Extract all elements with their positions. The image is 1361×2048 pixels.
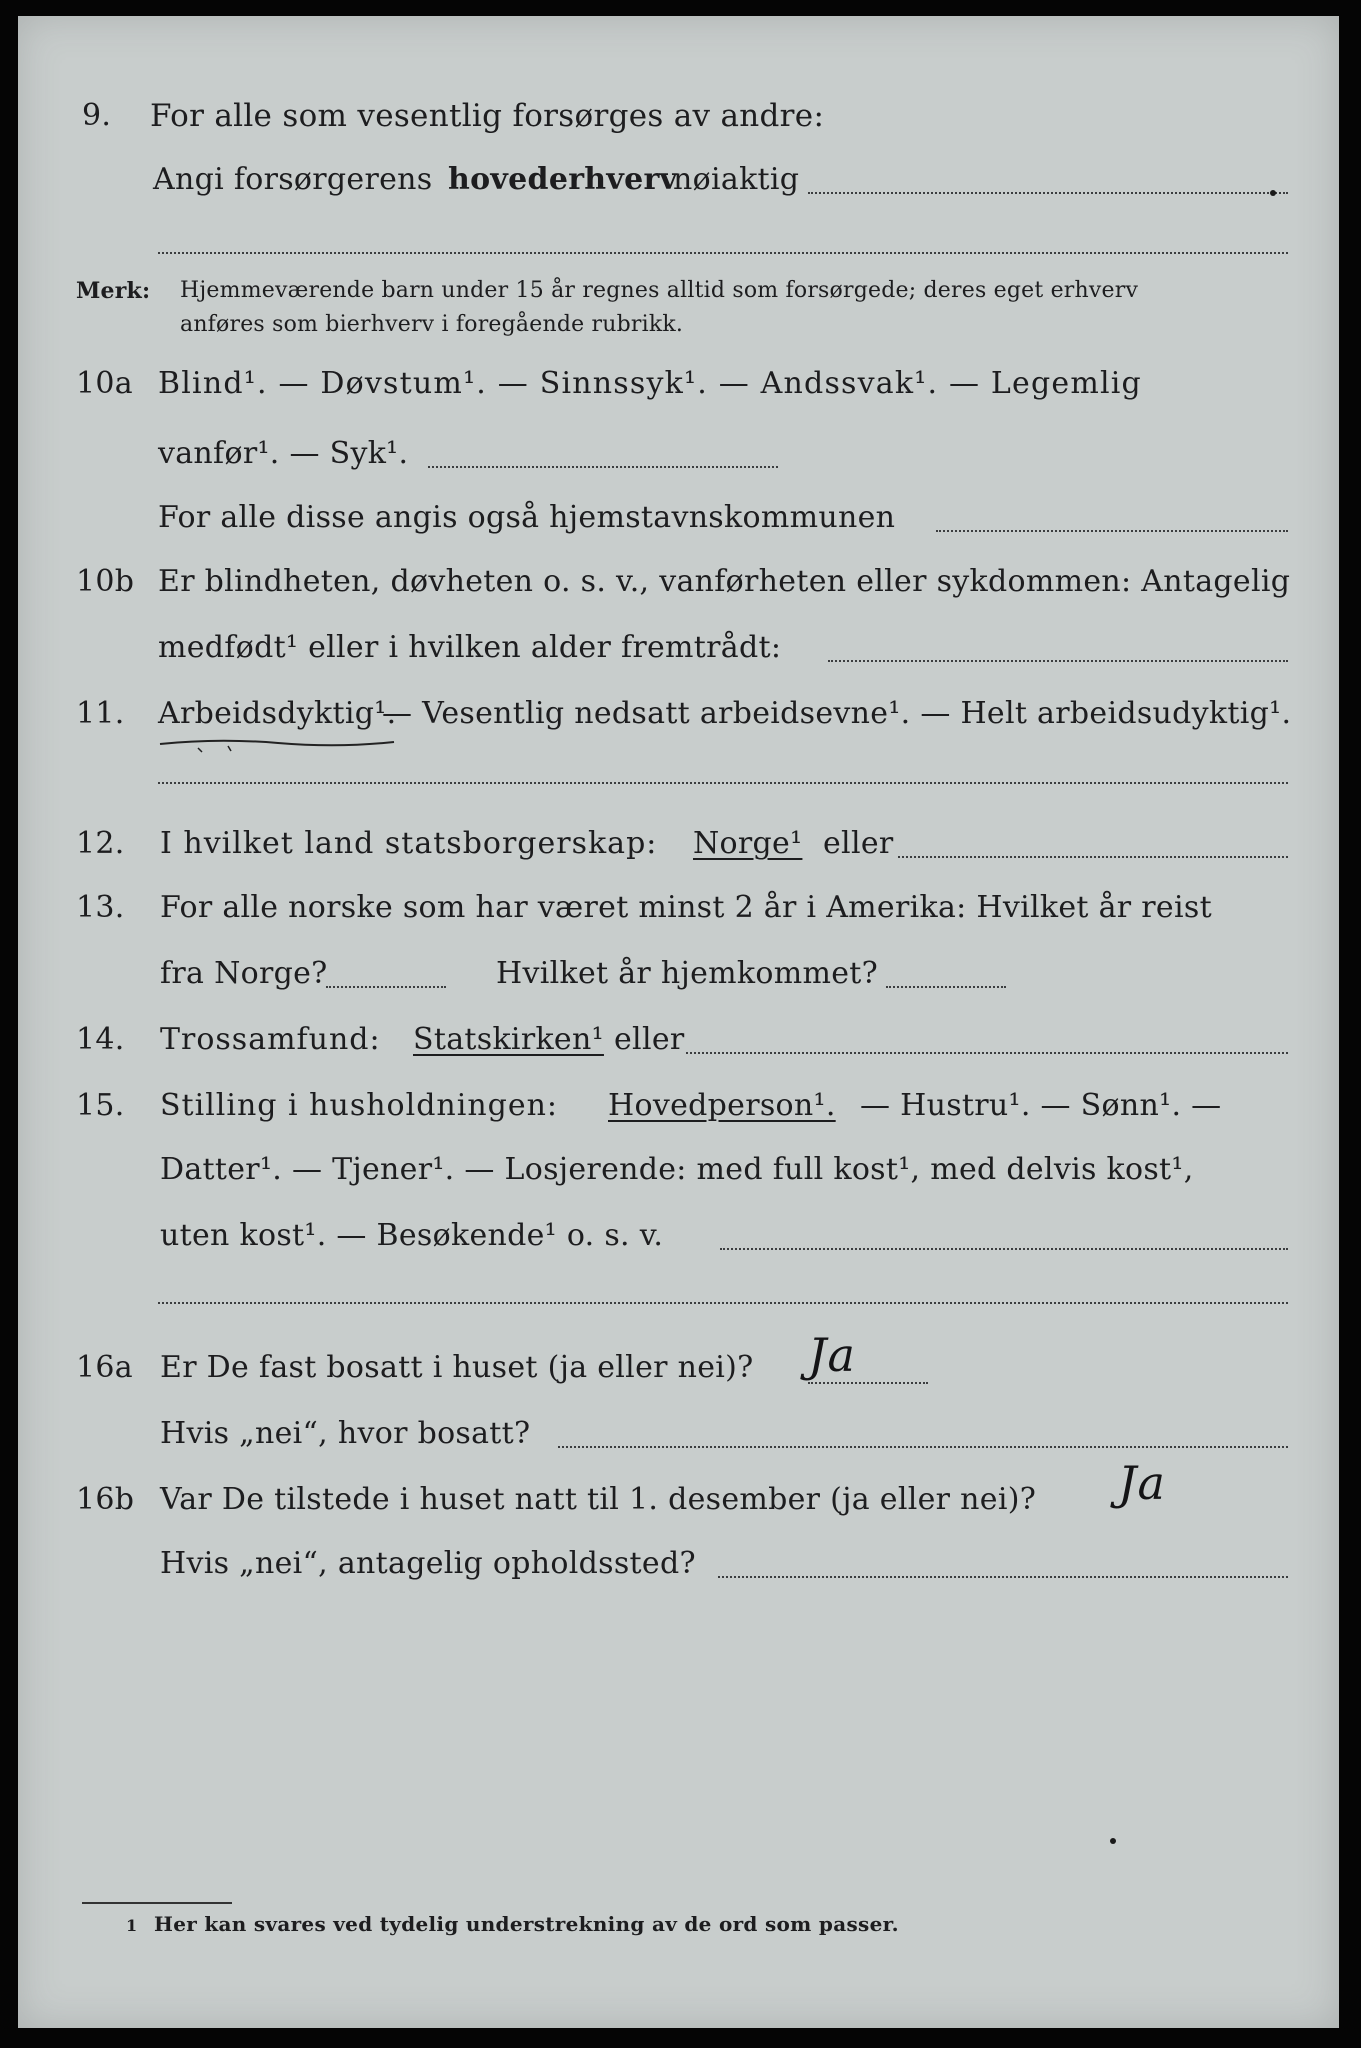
q12-end: eller	[823, 826, 894, 861]
q9-line1: For alle som vesentlig forsørges av andre:	[150, 98, 825, 134]
q12-option-norge[interactable]: Norge¹	[693, 826, 803, 861]
q16b-line1: Var De tilstede i huset natt til 1. desember (ja eller nei)?	[160, 1482, 1037, 1517]
q11-answer-line[interactable]	[158, 782, 1288, 784]
q13-hjemkommet-line[interactable]	[886, 986, 1006, 988]
q10b-number: 10b	[76, 564, 135, 599]
q10a-line2: vanfør¹. — Syk¹.	[158, 436, 409, 471]
q10a-answer-line[interactable]	[428, 466, 778, 468]
q11-rest: — Vesentlig nedsatt arbeidsevne¹. — Helt arbeidsudyktig¹.	[382, 696, 1292, 731]
q13-line1: For alle norske som har været minst 2 år i Amerika: Hvilket år reist	[160, 890, 1212, 925]
q13-number: 13.	[76, 890, 125, 925]
q10a-number: 10a	[76, 366, 133, 401]
q10b-line2: medfødt¹ eller i hvilken alder fremtrådt:	[158, 630, 782, 665]
q16a-answer-line[interactable]	[808, 1382, 928, 1384]
census-form-page	[18, 16, 1339, 2028]
q14-option-statskirken[interactable]: Statskirken¹	[413, 1022, 604, 1057]
q13-line2b: Hvilket år hjemkommet?	[496, 956, 879, 991]
q16a-bosatt-line[interactable]	[558, 1446, 1288, 1448]
q15-line3: uten kost¹. — Besøkende¹ o. s. v.	[160, 1218, 664, 1253]
q16b-handwritten-answer: Ja	[1118, 1456, 1166, 1510]
q10a-hjemstavn-line[interactable]	[936, 530, 1288, 532]
merk-line2: anføres som bierhverv i foregående rubrikk.	[180, 312, 684, 337]
q11-hand-underline	[158, 734, 398, 754]
footnote-text: Her kan svares ved tydelig understrekning av de ord som passer.	[154, 1912, 899, 1936]
q10a-line1: Blind¹. — Døvstum¹. — Sinnssyk¹. — Andssvak¹. — Legemlig	[158, 366, 1142, 401]
q14-end: eller	[614, 1022, 685, 1057]
q10b-line1: Er blindheten, døvheten o. s. v., vanførheten eller sykdommen: Antagelig	[158, 564, 1291, 599]
merk-line1: Hjemmeværende barn under 15 år regnes alltid som forsørgede; deres eget erhverv	[180, 278, 1139, 303]
q15-number: 15.	[76, 1088, 125, 1123]
footnote-rule	[82, 1902, 232, 1904]
q12-answer-line[interactable]	[898, 856, 1288, 858]
q15-option-hovedperson[interactable]: Hovedperson¹.	[608, 1088, 836, 1123]
q9-line2-start: Angi forsørgerens	[153, 162, 433, 197]
q15-line1b: — Hustru¹. — Sønn¹. —	[860, 1088, 1222, 1123]
q14-number: 14.	[76, 1022, 125, 1057]
q9-line2-end: nøiaktig	[673, 162, 800, 197]
q9-answer-line[interactable]	[808, 192, 1288, 194]
q15-answer-line-2[interactable]	[158, 1302, 1288, 1304]
q13-reist-line[interactable]	[326, 986, 446, 988]
q10b-answer-line[interactable]	[828, 660, 1288, 662]
q14-answer-line[interactable]	[686, 1052, 1288, 1054]
q16a-line1: Er De fast bosatt i huset (ja eller nei)?	[160, 1350, 754, 1385]
footnote-mark: 1	[126, 1916, 138, 1935]
q16b-number: 16b	[76, 1482, 135, 1517]
q12-number: 12.	[76, 826, 125, 861]
q14-label: Trossamfund:	[160, 1022, 381, 1057]
q9-line2-bold: hovederhverv	[448, 162, 678, 197]
q13-line2a: fra Norge?	[160, 956, 328, 991]
q16a-number: 16a	[76, 1350, 133, 1385]
merk-label: Merk:	[76, 278, 151, 304]
ink-speck	[1110, 1838, 1116, 1844]
q9-answer-line-2[interactable]	[158, 252, 1288, 254]
q10a-line3: For alle disse angis også hjemstavnskommunen	[158, 500, 896, 535]
q9-number: 9.	[82, 98, 112, 133]
q16b-line2: Hvis „nei“, antagelig opholdssted?	[160, 1546, 696, 1581]
q11-option-arbeidsdyktig[interactable]: Arbeidsdyktig¹.	[158, 696, 397, 731]
q15-line1a: Stilling i husholdningen:	[160, 1088, 559, 1123]
q12-label: I hvilket land statsborgerskap:	[160, 826, 658, 861]
q16b-opholdssted-line[interactable]	[718, 1576, 1288, 1578]
q16a-handwritten-answer: Ja	[808, 1328, 856, 1382]
ink-speck	[1270, 190, 1276, 196]
q16a-line2: Hvis „nei“, hvor bosatt?	[160, 1416, 531, 1451]
q15-line2: Datter¹. — Tjener¹. — Losjerende: med full kost¹, med delvis kost¹,	[160, 1152, 1194, 1187]
q15-answer-line[interactable]	[720, 1248, 1288, 1250]
q11-number: 11.	[76, 696, 125, 731]
